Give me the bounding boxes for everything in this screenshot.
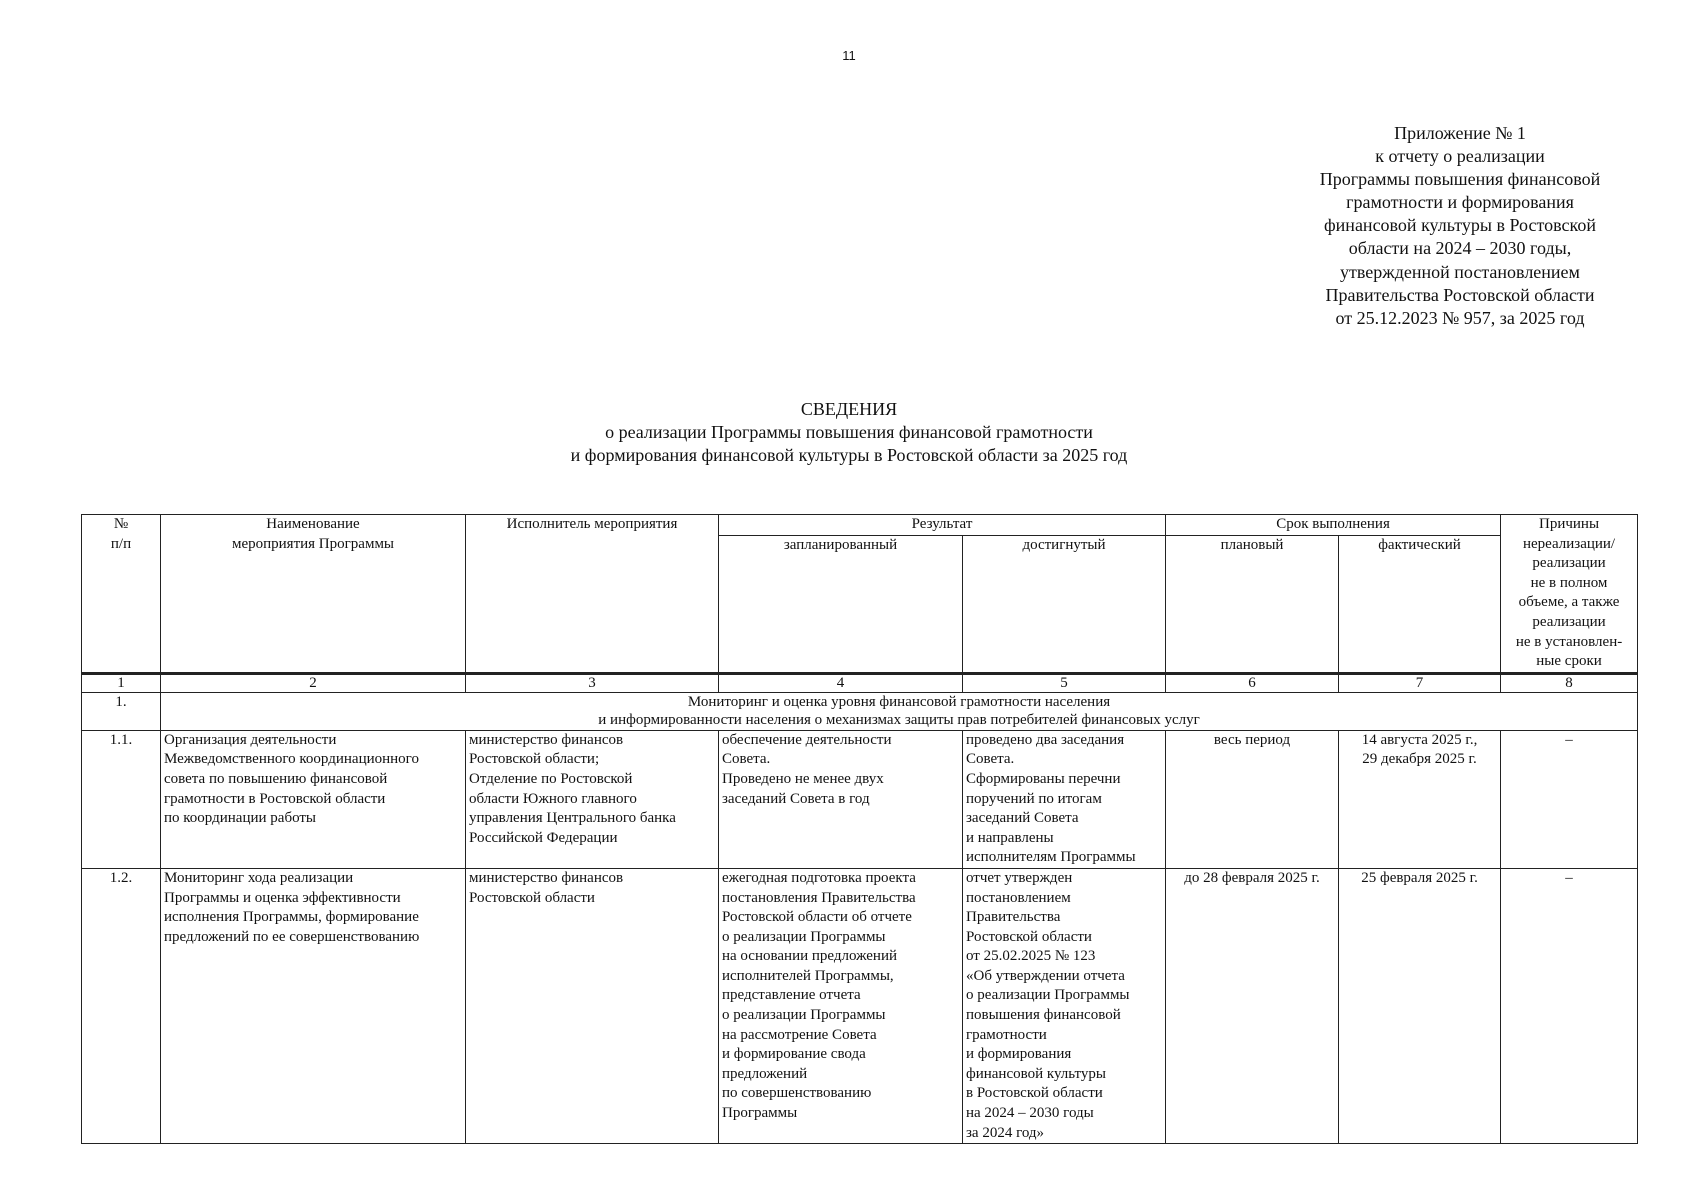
header-text: ные сроки: [1536, 653, 1602, 670]
row-deadline-planned: [1166, 730, 1339, 868]
cell-line: 25 февраля 2025 г.: [1361, 869, 1478, 886]
cell-line: в Ростовской области: [966, 1085, 1103, 1102]
row-reasons: [1501, 868, 1638, 1143]
cell-line: до 28 февраля 2025 г.: [1184, 869, 1320, 886]
cell-line: области Южного главного: [469, 790, 637, 807]
cell-line: предложений по ее совершенствованию: [164, 928, 420, 945]
header-executor: Исполнитель мероприятия: [466, 515, 719, 674]
header-text: мероприятия Программы: [231, 535, 395, 552]
cell-line: совета по повышению финансовой: [164, 770, 388, 787]
cell-line: от 25.02.2025 № 123: [966, 948, 1096, 965]
column-number: 5: [963, 673, 1166, 692]
cell-line: постановлением: [966, 889, 1071, 906]
cell-line: исполнения Программы, формирование: [164, 909, 419, 926]
cell-line: о реализации Программы: [722, 928, 886, 945]
header-text: объеме, а также: [1518, 594, 1620, 611]
cell-line: Организация деятельности: [164, 731, 337, 748]
table-row: [82, 730, 1638, 868]
cell-line: о реализации Программы: [722, 1007, 886, 1024]
cell-line: заседаний Совета: [966, 810, 1079, 827]
row-num: 1.1.: [82, 730, 161, 868]
row-deadline-actual: [1339, 730, 1501, 868]
section-title-line: и информированности населения о механизмах защиты прав потребителей финансовых услуг: [598, 712, 1200, 729]
appendix-block: [1280, 122, 1640, 330]
cell-line: и формирования: [966, 1046, 1072, 1063]
cell-line: по координации работы: [164, 810, 317, 827]
header-text: Наименование: [266, 516, 360, 532]
cell-line: поручений по итогам: [966, 790, 1102, 807]
report-table: [81, 514, 1638, 1144]
appendix-line: грамотности и формирования: [1346, 192, 1574, 213]
cell-line: по совершенствованию: [722, 1085, 872, 1102]
row-deadline-actual: [1339, 868, 1501, 1143]
cell-line: Сформированы перечни: [966, 770, 1121, 787]
table-row: [82, 868, 1638, 1143]
title-line: о реализации Программы повышения финансовой грамотности: [605, 422, 1093, 442]
row-deadline-planned: [1166, 868, 1339, 1143]
cell-line: 29 декабря 2025 г.: [1362, 751, 1477, 768]
column-number: 8: [1501, 673, 1638, 692]
cell-line: министерство финансов: [469, 731, 624, 748]
cell-line: постановления Правительства: [722, 889, 916, 906]
row-result-achieved: [963, 730, 1166, 868]
section-num: 1.: [82, 692, 161, 730]
header-text: п/п: [110, 535, 132, 552]
cell-line: заседаний Совета в год: [722, 790, 870, 807]
column-number: 3: [466, 673, 719, 692]
cell-line: Ростовской области: [966, 928, 1092, 945]
row-reasons: [1501, 730, 1638, 868]
title-heading: СВЕДЕНИЯ: [800, 399, 898, 419]
appendix-line: финансовой культуры в Ростовской: [1324, 215, 1596, 236]
cell-line: весь период: [1213, 731, 1291, 748]
cell-line: обеспечение деятельности: [722, 731, 892, 748]
header-row: [82, 515, 1638, 536]
column-number: 4: [719, 673, 963, 692]
row-executor: [466, 868, 719, 1143]
document-title: [0, 398, 1698, 467]
cell-line: управления Центрального банка: [469, 810, 676, 827]
cell-line: за 2024 год»: [966, 1124, 1045, 1141]
header-result: Результат: [719, 515, 1166, 536]
cell-line: на 2024 – 2030 годы: [966, 1105, 1094, 1122]
cell-line: финансовой культуры: [966, 1065, 1106, 1082]
cell-line: на рассмотрение Совета: [722, 1026, 877, 1043]
row-name: [161, 868, 466, 1143]
cell-line: отчет утвержден: [966, 869, 1073, 886]
column-number: 7: [1339, 673, 1501, 692]
row-result-planned: [719, 730, 963, 868]
header-text: №: [113, 516, 129, 532]
header-text: не в установлен-: [1515, 633, 1623, 650]
column-number: 2: [161, 673, 466, 692]
header-num: [82, 515, 161, 674]
cell-line: грамотности в Ростовской области: [164, 790, 386, 807]
appendix-line: к отчету о реализации: [1375, 146, 1545, 167]
cell-line: 14 августа 2025 г.,: [1361, 731, 1478, 748]
header-text: Причины: [1539, 516, 1600, 532]
section-title-line: Мониторинг и оценка уровня финансовой грамотности населения: [687, 693, 1111, 710]
cell-line: Ростовской области;: [469, 751, 600, 768]
cell-line: повышения финансовой: [966, 1007, 1121, 1024]
header-text: реализации: [1532, 613, 1606, 630]
cell-line: Отделение по Ростовской: [469, 770, 633, 787]
header-deadline-actual: фактический: [1339, 535, 1501, 673]
header-result-planned: запланированный: [719, 535, 963, 673]
header-deadline: Срок выполнения: [1166, 515, 1501, 536]
cell-line: и направлены: [966, 829, 1054, 846]
appendix-line: от 25.12.2023 № 957, за 2025 год: [1335, 307, 1585, 328]
column-number: 6: [1166, 673, 1339, 692]
cell-line: на основании предложений: [722, 948, 898, 965]
cell-line: –: [1565, 869, 1573, 886]
header-text: реализации: [1532, 555, 1606, 572]
cell-line: министерство финансов: [469, 869, 624, 886]
cell-line: Мониторинг хода реализации: [164, 869, 354, 886]
column-number-row: [82, 673, 1638, 692]
cell-line: исполнителям Программы: [966, 849, 1136, 866]
row-result-achieved: [963, 868, 1166, 1143]
cell-line: Ростовской области об отчете: [722, 909, 912, 926]
appendix-line: утвержденной постановлением: [1340, 261, 1580, 282]
appendix-line: Приложение № 1: [1394, 123, 1526, 143]
section-row: [82, 692, 1638, 730]
column-number: 1: [82, 673, 161, 692]
cell-line: Российской Федерации: [469, 829, 618, 846]
cell-line: Правительства: [966, 909, 1061, 926]
row-num: 1.2.: [82, 868, 161, 1143]
page-number: 11: [842, 48, 856, 63]
cell-line: предложений: [722, 1065, 808, 1082]
row-executor: [466, 730, 719, 868]
cell-line: Совета.: [966, 751, 1015, 768]
cell-line: Проведено не менее двух: [722, 770, 884, 787]
appendix-line: области на 2024 – 2030 годы,: [1348, 238, 1572, 259]
appendix-line: Правительства Ростовской области: [1325, 284, 1595, 305]
header-reasons: [1501, 515, 1638, 674]
row-result-planned: [719, 868, 963, 1143]
appendix-line: Программы повышения финансовой: [1319, 169, 1601, 190]
cell-line: Программы: [722, 1105, 798, 1122]
title-line: и формирования финансовой культуры в Ростовской области за 2025 год: [570, 445, 1128, 465]
cell-line: «Об утверждении отчета: [966, 967, 1125, 984]
header-deadline-planned: плановый: [1166, 535, 1339, 673]
cell-line: грамотности: [966, 1026, 1047, 1043]
cell-line: Программы и оценка эффективности: [164, 889, 401, 906]
header-result-achieved: достигнутый: [963, 535, 1166, 673]
header-text: не в полном: [1530, 574, 1608, 591]
cell-line: проведено два заседания: [966, 731, 1125, 748]
header-text: нереализации/: [1522, 535, 1616, 552]
cell-line: и формирование свода: [722, 1046, 866, 1063]
cell-line: представление отчета: [722, 987, 861, 1004]
row-name: [161, 730, 466, 868]
cell-line: о реализации Программы: [966, 987, 1130, 1004]
cell-line: Межведомственного координационного: [164, 751, 419, 768]
cell-line: –: [1565, 731, 1573, 748]
cell-line: Ростовской области: [469, 889, 595, 906]
cell-line: Совета.: [722, 751, 771, 768]
section-title: [161, 692, 1638, 730]
cell-line: исполнителей Программы,: [722, 967, 894, 984]
header-name: [161, 515, 466, 674]
cell-line: ежегодная подготовка проекта: [722, 869, 916, 886]
